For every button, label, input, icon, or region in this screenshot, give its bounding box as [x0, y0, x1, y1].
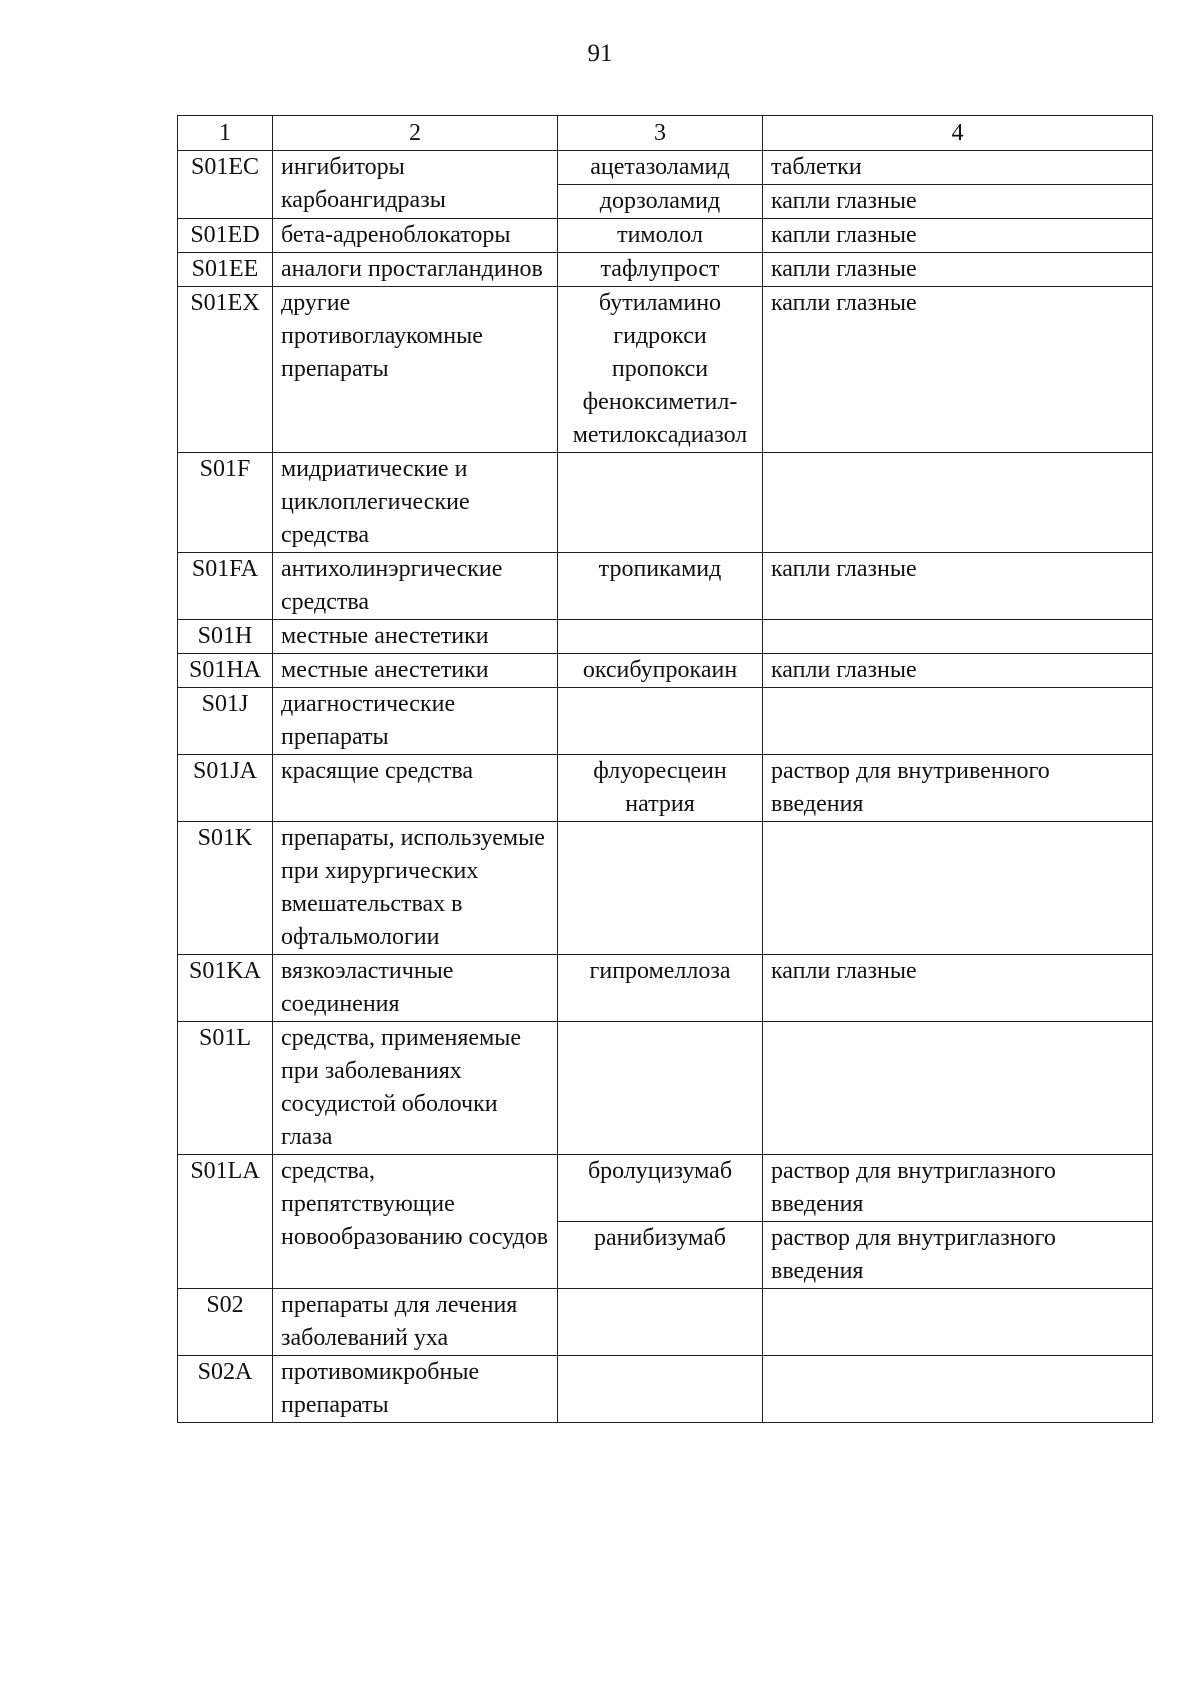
drug-name: тимолол — [558, 219, 763, 253]
atc-group: бета-адреноблокаторы — [273, 219, 558, 253]
atc-code: S01L — [178, 1022, 273, 1155]
dosage-form — [763, 822, 1153, 955]
table-row — [178, 151, 1153, 185]
drug-name: тафлупрост — [558, 253, 763, 287]
drug-name — [558, 1022, 763, 1155]
table-row — [178, 620, 1153, 654]
atc-group: вязкоэластичные соединения — [273, 955, 558, 1022]
drug-name: ранибизумаб — [558, 1222, 763, 1289]
atc-group: средства, препятствующие новообразованию сосудов — [273, 1155, 558, 1289]
dosage-form — [763, 1289, 1153, 1356]
dosage-form: раствор для внутриглазного введения — [763, 1222, 1153, 1289]
drug-name: бутиламино гидрокси пропокси феноксиметил-метилоксадиазол — [558, 287, 763, 453]
dosage-form: капли глазные — [763, 287, 1153, 453]
drug-name: флуоресцеин натрия — [558, 755, 763, 822]
dosage-form: капли глазные — [763, 185, 1153, 219]
table-row — [178, 654, 1153, 688]
atc-group: красящие средства — [273, 755, 558, 822]
table-row — [178, 822, 1153, 955]
atc-group: препараты, используемые при хирургических вмешательствах в офтальмологии — [273, 822, 558, 955]
table-row — [178, 688, 1153, 755]
table-row — [178, 553, 1153, 620]
dosage-form: капли глазные — [763, 654, 1153, 688]
atc-group: мидриатические и циклоплегические средства — [273, 453, 558, 553]
table-row — [178, 1289, 1153, 1356]
atc-drug-table — [177, 115, 1153, 1423]
atc-group: средства, применяемые при заболеваниях сосудистой оболочки глаза — [273, 1022, 558, 1155]
drug-name: ацетазоламид — [558, 151, 763, 185]
atc-code: S01FA — [178, 553, 273, 620]
dosage-form: раствор для внутривенного введения — [763, 755, 1153, 822]
dosage-form: раствор для внутриглазного введения — [763, 1155, 1153, 1222]
dosage-form: капли глазные — [763, 219, 1153, 253]
drug-name — [558, 453, 763, 553]
dosage-form: капли глазные — [763, 553, 1153, 620]
page-number: 91 — [587, 40, 613, 67]
table-row — [178, 253, 1153, 287]
dosage-form — [763, 453, 1153, 553]
atc-code: S01ED — [178, 219, 273, 253]
atc-code: S01KA — [178, 955, 273, 1022]
drug-name — [558, 620, 763, 654]
atc-group: местные анестетики — [273, 654, 558, 688]
header-col-1: 1 — [178, 116, 273, 151]
dosage-form — [763, 620, 1153, 654]
table-row — [178, 1155, 1153, 1222]
atc-code: S01F — [178, 453, 273, 553]
drug-name: гипромеллоза — [558, 955, 763, 1022]
dosage-form — [763, 688, 1153, 755]
dosage-form: капли глазные — [763, 955, 1153, 1022]
atc-code: S02A — [178, 1356, 273, 1423]
drug-name — [558, 822, 763, 955]
drug-name: тропикамид — [558, 553, 763, 620]
dosage-form — [763, 1356, 1153, 1423]
atc-group: препараты для лечения заболеваний уха — [273, 1289, 558, 1356]
atc-group: антихолинэргические средства — [273, 553, 558, 620]
table-row — [178, 219, 1153, 253]
drug-name — [558, 1356, 763, 1423]
atc-code: S01EX — [178, 287, 273, 453]
drug-name — [558, 688, 763, 755]
dosage-form: капли глазные — [763, 253, 1153, 287]
table-row — [178, 287, 1153, 453]
atc-group: другие противоглаукомные препараты — [273, 287, 558, 453]
atc-group: противомикробные препараты — [273, 1356, 558, 1423]
dosage-form — [763, 1022, 1153, 1155]
atc-code: S01J — [178, 688, 273, 755]
dosage-form: таблетки — [763, 151, 1153, 185]
atc-code: S01HA — [178, 654, 273, 688]
atc-code: S02 — [178, 1289, 273, 1356]
table-header-row — [178, 116, 1153, 151]
atc-code: S01JA — [178, 755, 273, 822]
drug-name: бролуцизумаб — [558, 1155, 763, 1222]
drug-name: дорзоламид — [558, 185, 763, 219]
table-row — [178, 755, 1153, 822]
atc-group: местные анестетики — [273, 620, 558, 654]
drug-name: оксибупрокаин — [558, 654, 763, 688]
atc-code: S01H — [178, 620, 273, 654]
table-row — [178, 1356, 1153, 1423]
atc-group: ингибиторы карбоангидразы — [273, 151, 558, 219]
header-col-3: 3 — [558, 116, 763, 151]
header-col-2: 2 — [273, 116, 558, 151]
table-row — [178, 955, 1153, 1022]
table-row — [178, 453, 1153, 553]
atc-code: S01LA — [178, 1155, 273, 1289]
atc-code: S01EE — [178, 253, 273, 287]
atc-group: аналоги простагландинов — [273, 253, 558, 287]
atc-group: диагностические препараты — [273, 688, 558, 755]
atc-code: S01K — [178, 822, 273, 955]
header-col-4: 4 — [763, 116, 1153, 151]
atc-code: S01EC — [178, 151, 273, 219]
drug-name — [558, 1289, 763, 1356]
table-row — [178, 1022, 1153, 1155]
